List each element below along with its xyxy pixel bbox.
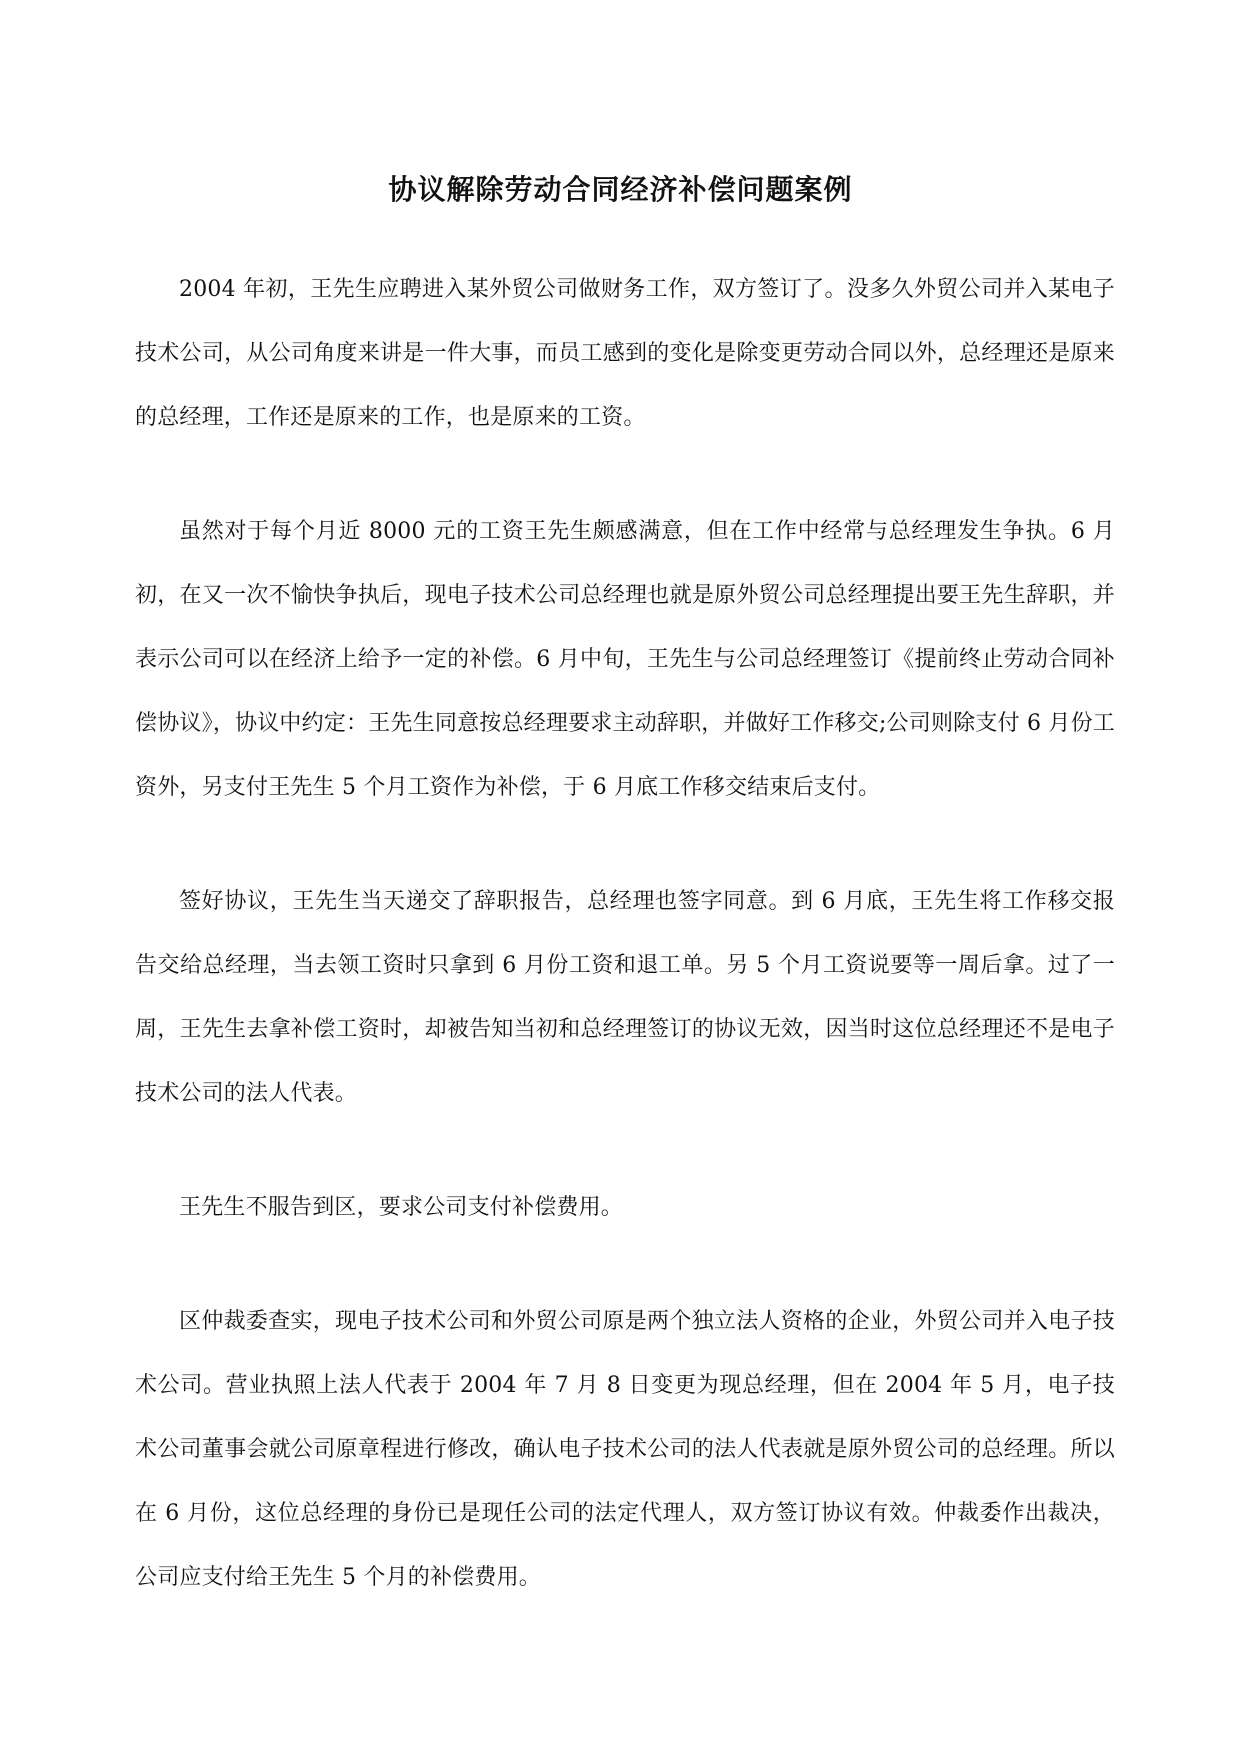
- document-title: 协议解除劳动合同经济补偿问题案例: [388, 173, 853, 206]
- paragraph-5: 区仲裁委查实，现电子技术公司和外贸公司原是两个独立法人资格的企业，外贸公司并入电子技术公司。营业执照上法人代表于 2004 年 7 月 8 日变更为现总经理，但在 2004 年 5 月，电子技术公司董事会就公司原章程进行修改，确认电子技术公司的法人代表就是原外贸公司的总经理。所以在 6 月份，这位总经理的身份已是现任公司的法定代理人，双方签订协议有效。仲裁委作出裁决，公司应支付给王先生 5 个月的补偿费用。: [135, 1309, 1115, 1590]
- paragraph-2: 虽然对于每个月近 8000 元的工资王先生颇感满意，但在工作中经常与总经理发生争执。6 月初，在又一次不愉快争执后，现电子技术公司总经理也就是原外贸公司总经理提出要王先生辞职，并表示公司可以在经济上给予一定的补偿。6 月中旬，王先生与公司总经理签订《提前终止劳动合同补偿协议》，协议中约定：王先生同意按总经理要求主动辞职，并做好工作移交;公司则除支付 6 月份工资外，另支付王先生 5 个月工资作为补偿，于 6 月底工作移交结束后支付。: [135, 519, 1115, 800]
- paragraph-1: 2004 年初，王先生应聘进入某外贸公司做财务工作，双方签订了。没多久外贸公司并入某电子技术公司，从公司角度来讲是一件大事，而员工感到的变化是除变更劳动合同以外，总经理还是原来的总经理，工作还是原来的工作，也是原来的工资。: [135, 277, 1115, 430]
- paragraph-4: 王先生不服告到区，要求公司支付补偿费用。: [179, 1195, 624, 1220]
- paragraph-3: 签好协议，王先生当天递交了辞职报告，总经理也签字同意。到 6 月底，王先生将工作移交报告交给总经理，当去领工资时只拿到 6 月份工资和退工单。另 5 个月工资说要等一周后拿。过了一周，王先生去拿补偿工资时，却被告知当初和总经理签订的协议无效，因当时这位总经理还不是电子技术公司的法人代表。: [135, 889, 1115, 1106]
- document-body: [135, 258, 1115, 1660]
